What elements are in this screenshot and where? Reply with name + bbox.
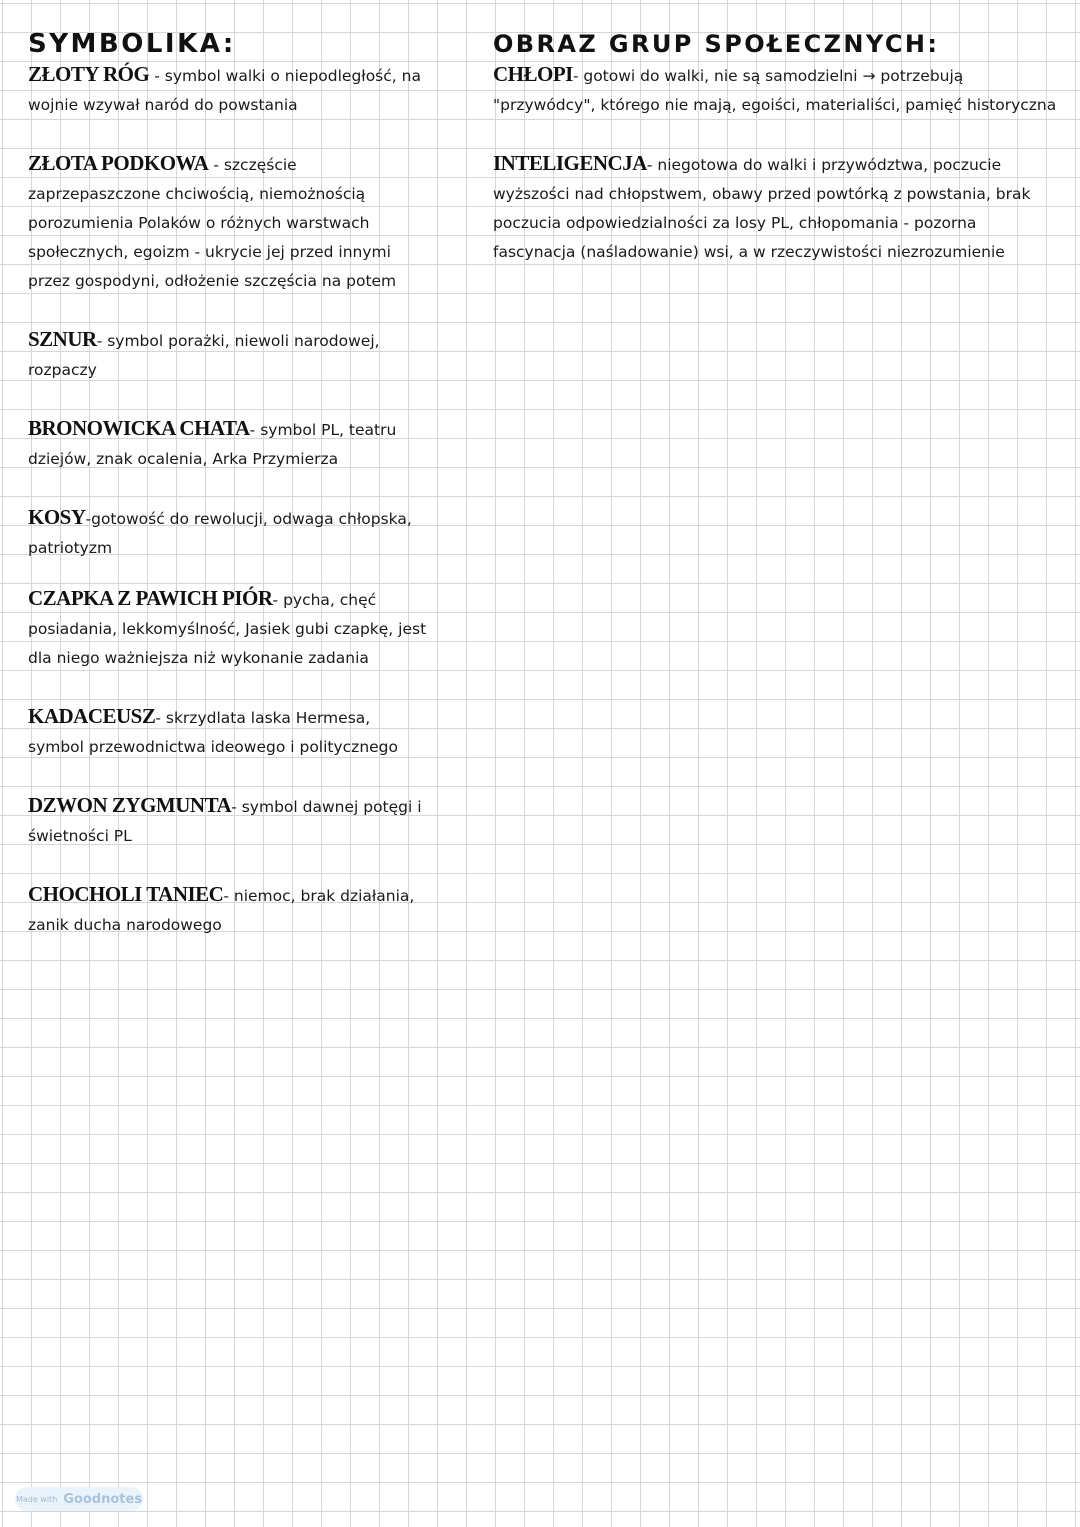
symbol-entry-straw-man-dance xyxy=(28,880,428,940)
symbol-entry-caduceus xyxy=(28,702,428,762)
symbol-description: - niemoc, brak działania, zanik ducha narodowego xyxy=(28,887,415,934)
group-term: CHŁOPI xyxy=(493,62,573,86)
symbol-description: - symbol dawnej potęgi i świetności PL xyxy=(28,798,422,845)
group-entry-intelligentsia xyxy=(493,149,1058,267)
goodnotes-badge xyxy=(15,1487,143,1511)
symbol-description: - szczęście zaprzepaszczone chciwością, niemożnością porozumienia Polaków o różnych warstwach społecznych, egoizm - ukrycie jej przed innymi przez gospodyni, odłożenie szczęścia na potem xyxy=(28,156,397,290)
social-groups-section xyxy=(493,28,1058,267)
symbol-term: ZŁOTA PODKOWA xyxy=(28,151,209,175)
symbol-description: - skrzydlata laska Hermesa, symbol przewodnictwa ideowego i politycznego xyxy=(28,709,399,756)
symbol-entry-golden-horn xyxy=(28,60,428,120)
symbol-term: KADACEUSZ xyxy=(28,704,156,728)
symbol-term: CZAPKA Z PAWICH PIÓR xyxy=(28,586,273,610)
symbol-entry-bronowice-cottage xyxy=(28,414,428,474)
symbol-entry-scythes xyxy=(28,503,428,563)
group-entry-peasants xyxy=(493,60,1058,120)
symbol-term: DZWON ZYGMUNTA xyxy=(28,793,232,817)
symbol-term: BRONOWICKA CHATA xyxy=(28,416,250,440)
group-description: - niegotowa do walki i przywództwa, poczucie wyższości nad chłopstwem, obawy przed powtórką z powstania, brak poczucia odpowiedzialności za losy PL, chłopomania - pozorna fascynacja (naśladowanie) wsi, a w rzeczywistości niezrozumienie xyxy=(493,156,1031,261)
goodnotes-logo: Goodnotes xyxy=(63,1491,143,1507)
group-term: INTELIGENCJA xyxy=(493,151,647,175)
symbol-term: CHOCHOLI TANIEC xyxy=(28,882,224,906)
symbol-term: ZŁOTY RÓG xyxy=(28,62,150,86)
symbol-entry-sigismund-bell xyxy=(28,791,428,851)
symbol-entry-rope xyxy=(28,325,428,385)
symbol-description: - symbol porażki, niewoli narodowej, rozpaczy xyxy=(28,332,380,379)
symbol-entry-golden-horseshoe xyxy=(28,149,428,296)
symbolism-section xyxy=(28,28,428,940)
symbol-description: -gotowość do rewolucji, odwaga chłopska, patriotyzm xyxy=(28,510,412,557)
symbol-term: SZNUR xyxy=(28,327,97,351)
symbolism-heading: SYMBOLIKA: xyxy=(28,29,236,59)
symbol-description: - symbol walki o niepodległość, na wojnie wzywał naród do powstania xyxy=(28,67,421,114)
social-groups-heading: OBRAZ GRUP SPOŁECZNYCH: xyxy=(493,30,940,58)
group-description: - gotowi do walki, nie są samodzielni → potrzebują "przywódcy", którego nie mają, egoiści, materialiści, pamięć historyczna xyxy=(493,67,1057,114)
symbol-term: KOSY xyxy=(28,505,86,529)
made-with-label: Made with xyxy=(15,1494,58,1504)
symbol-description: - symbol PL, teatru dziejów, znak ocalenia, Arka Przymierza xyxy=(28,421,397,468)
symbol-entry-peacock-hat xyxy=(28,584,428,673)
symbol-description: - pycha, chęć posiadania, lekkomyślność, Jasiek gubi czapkę, jest dla niego ważniejsza niż wykonanie zadania xyxy=(28,591,427,667)
